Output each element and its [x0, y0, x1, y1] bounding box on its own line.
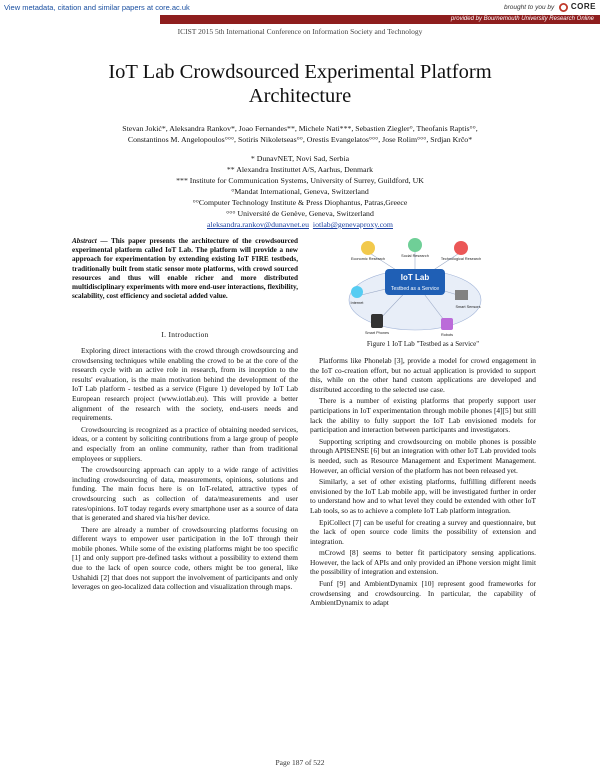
paragraph: There is a number of existing platforms that properly support user participations in IoT experimentation through mobile phones [4][5] but still lack the ability to fully support the IoT Lab envisioned models for participation and interaction between participants and investigators. — [310, 396, 536, 435]
core-provided-bar[interactable] — [160, 15, 600, 24]
figure-node-label: Economic Research — [351, 257, 385, 261]
figure-node-label: Social Research — [401, 254, 429, 258]
figure-diagram — [343, 234, 487, 338]
robot-node-icon — [441, 318, 453, 330]
core-provided-text: provided by Bournemouth University Research Online — [450, 16, 594, 22]
paragraph: The crowdsourcing approach can apply to a wide range of activities including crowdsourcing of data, measurements, opinions, solutions and funding. The main focus here is on IoT-related, attractive types of crowdsourcing such as collection of data/measurements and user rates/opinions. IoT today regards every smartphone user as a source of data that is generated and shared via his/her device. — [72, 465, 298, 523]
social-node-icon — [408, 238, 422, 252]
figure-center-subtitle: Testbed as a Service — [390, 286, 440, 292]
abstract-label: Abstract — [72, 237, 97, 245]
paragraph: Supporting scripting and crowdsourcing on mobile phones is possible through APISENSE [6] but an integration with other IoT Lab provided tools is needed, such as Resource Management and Experiment Management. However, an official version of the platform has not been released yet. — [310, 436, 536, 475]
core-brought-by[interactable] — [504, 2, 596, 12]
paragraph: Crowdsourcing is recognized as a practice of obtaining needed services, ideas, or a content by soliciting contributions from a large group of people and especially from an online community, rather than from traditional employees or suppliers. — [72, 424, 298, 463]
affiliation-line: ** Alexandra Instituttet A/S, Aarhus, Denmark — [226, 165, 374, 174]
technological-node-icon — [454, 241, 468, 255]
conference-header: ICIST 2015 5th International Conference on Information Society and Technology — [177, 27, 423, 36]
smartphone-node-icon — [371, 314, 383, 328]
figure-node-label: Internet — [350, 301, 364, 305]
paper-title: IoT Lab Crowdsourced Experimental Platform Architecture — [108, 61, 492, 107]
core-brought-label: brought to you by — [504, 4, 555, 11]
affiliation-line: °°° Université de Genève, Geneva, Switzerland — [226, 209, 374, 218]
sensor-node-icon — [455, 290, 468, 300]
abstract-text: — This paper presents the architecture of the crowdsourced experimental platform called IoT Lab. The platform will provide a new approach for experimentation by extending existing IoT FIRE testbeds, traditionally built from static sensor mote platforms, with crowd sourced resources and thus will enable richer and more distributed multidisciplinary experiments with more end-user interactions, flexibility, scalability, cost efficiency and societal added value. — [72, 237, 298, 301]
paragraph: Similarly, a set of other existing platforms, fulfilling different needs envisioned by the IoT Lab mobile app, will be investigated further in order to understand how and to what level they could be extended with other IoT Lab tools, so as to achieve a complete IoT Lab platform integration. — [310, 477, 536, 515]
email-link[interactable]: aleksandra.rankov@dunavnet.eu — [207, 220, 310, 229]
affiliation-line: °°Computer Technology Institute & Press Diophantus, Patras,Greece — [192, 198, 408, 207]
author-line: Stevan Jokić*, Aleksandra Rankov*, Joao Fernandes**, Michele Nati***, Sebastien Ziegler°, Theofanis Raptis°°, — [122, 124, 478, 133]
figure-node-label: Smart Sensors — [455, 305, 481, 309]
paragraph: Platforms like Phonelab [3], provide a model for crowd engagement in the IoT co-creation effort, but no actual application is provided to support this, while on the other hand custom applications are developed and distributed according to the selected use case. — [310, 356, 536, 394]
right-column — [310, 356, 536, 610]
paragraph: There are already a number of crowdsourcing platforms focusing on different ways to empower user participation in the IoT through their mobile phones. While some of the existing platforms might be too specific [1] and only support pre-defined tasks without a possibility to extend them due to the lack of open source code, others might be too general, like Ushahidi [2] that does not support the involvement of participants and only leverages on geo-localized data collection and visualization through maps. — [72, 524, 298, 592]
page-footer: Page 187 of 522 — [275, 758, 325, 767]
affiliation-line: * DunavNET, Novi Sad, Serbia — [250, 154, 350, 163]
section-heading: I. Introduction — [161, 330, 209, 339]
paragraph: EpiCollect [7] can be useful for creating a survey and questionnaire, but the lack of open source code limits the possibility of extension and integration. — [310, 517, 536, 546]
figure-node-label: Smart Phones — [364, 331, 390, 335]
figure-node-label: Technological Research — [440, 257, 482, 261]
figure-node-label: Robots — [440, 333, 454, 337]
affiliation-list — [80, 153, 520, 230]
core-label: CORE — [570, 2, 596, 11]
affiliation-line: °Mandat International, Geneva, Switzerland — [231, 187, 369, 196]
figure-iot-lab — [343, 234, 487, 338]
figure-caption: Figure 1 IoT Lab "Testbed as a Service" — [366, 340, 480, 348]
abstract — [72, 237, 298, 301]
author-list — [80, 123, 520, 145]
paragraph: Exploring direct interactions with the crowd through crowdsourcing and crowdsensing techniques while enabling the crowd to be at the core of the research cycle with an active role in research, from its inception to the results' evaluation, is the main motivation behind the development of the IoT Lab platform - testbed as a service (Figure 1) developed by IoT Lab European research project (www.iotlab.eu). This will provide a better alignment of the research with the society, end-users needs and requirements. — [72, 346, 298, 423]
author-line: Constantinos M. Angelopoulos°°°, Sotiris Nikoletseas°°, Orestis Evangelatos°°°, Jose Rolim°°°, Srdjan Krčo* — [127, 135, 473, 144]
paragraph: Funf [9] and AmbientDynamix [10] represent good frameworks for crowdsensing and crowdsourcing. In particular, the capability of AmbientDynamix to adapt — [310, 579, 536, 608]
email-link[interactable]: iotlab@genevaproxy.com — [312, 220, 393, 229]
core-logo-icon — [559, 3, 568, 12]
email-line — [80, 219, 520, 230]
core-metadata-link[interactable]: View metadata, citation and similar papers at core.ac.uk — [4, 3, 190, 12]
internet-node-icon — [351, 286, 363, 298]
paragraph: mCrowd [8] seems to better fit participatory sensing applications. However, the lack of APIs and only provided an iPhone version might limit the possibility of integration and extension. — [310, 548, 536, 577]
economic-node-icon — [361, 241, 375, 255]
affiliation-line: *** Institute for Communication Systems, University of Surrey, Guildford, UK — [176, 176, 424, 185]
figure-center-title: IoT Lab — [400, 273, 430, 282]
left-column — [72, 346, 298, 594]
